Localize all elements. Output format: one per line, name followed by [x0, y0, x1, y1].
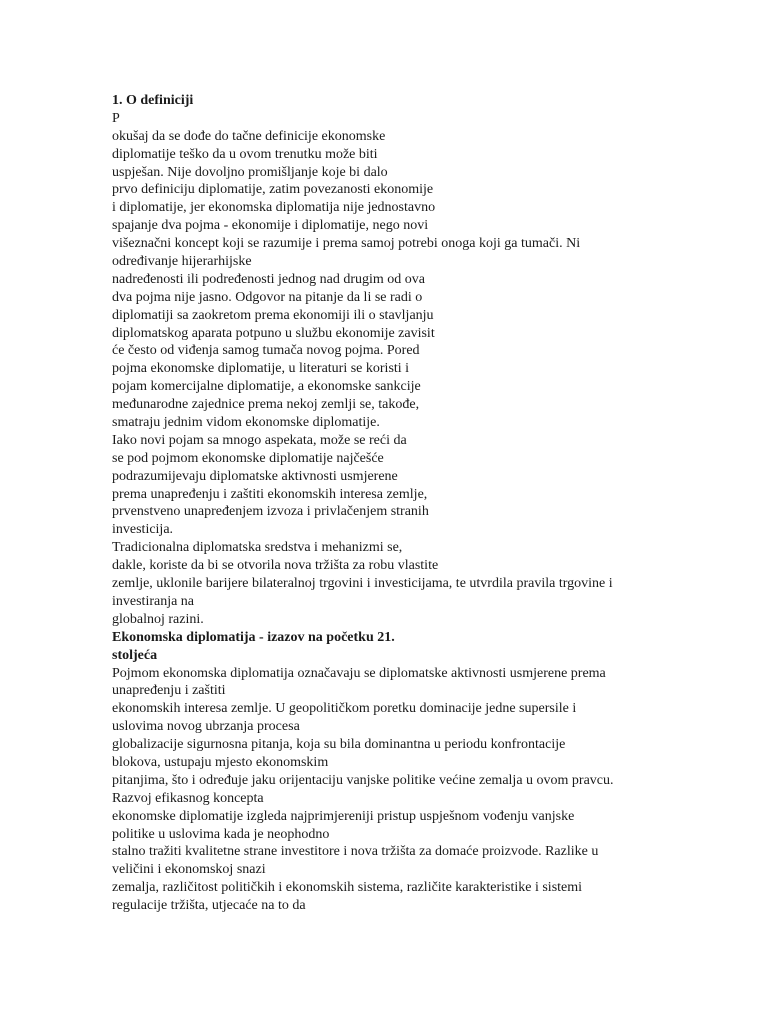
- document-body: [112, 92, 722, 915]
- text-line: uspješan. Nije dovoljno promišljanje koje bi dalo: [112, 164, 388, 180]
- text-line: zemlje, uklonile barijere bilateralnoj trgovini i investicijama, te utvrdila pravila trgovine i: [112, 576, 613, 592]
- section-heading-line: Ekonomska diplomatija - izazov na početku 21.: [112, 629, 395, 645]
- text-line: uslovima novog ubrzanja procesa: [112, 719, 300, 735]
- text-line: globalnoj razini.: [112, 611, 204, 627]
- text-line: investiranja na: [112, 593, 195, 609]
- text-line: Pojmom ekonomska diplomatija označavaju se diplomatske aktivnosti usmjerene prema: [112, 665, 606, 681]
- text-line: podrazumijevaju diplomatske aktivnosti usmjerene: [112, 468, 398, 484]
- text-line: politike u uslovima kada je neophodno: [112, 826, 330, 842]
- text-line: regulacije tržišta, utjecaće na to da: [112, 898, 306, 914]
- text-line: zemalja, različitost političkih i ekonomskih sistema, različite karakteristike i sistemi: [112, 880, 583, 896]
- text-line: ekonomskih interesa zemlje. U geopolitičkom poretku dominacije jedne supersile i: [112, 701, 577, 717]
- text-line: dva pojma nije jasno. Odgovor na pitanje da li se radi o: [112, 289, 423, 305]
- text-line: diplomatije teško da u ovom trenutku može biti: [112, 146, 378, 162]
- section-heading-line: 1. O definiciji: [112, 93, 194, 108]
- text-line: prvenstveno unapređenjem izvoza i privlačenjem stranih: [112, 504, 429, 520]
- text-line: globalizacije sigurnosna pitanja, koja su bila dominantna u periodu konfrontacije: [112, 737, 566, 753]
- text-line: smatraju jednim vidom ekonomske diplomatije.: [112, 415, 380, 431]
- text-line: diplomatiji sa zaokretom prema ekonomiji ili o stavljanju: [112, 307, 434, 323]
- text-line: prema unapređenju i zaštiti ekonomskih interesa zemlje,: [112, 486, 428, 502]
- text-line: nadređenosti ili podređenosti jednog nad drugim od ova: [112, 271, 425, 287]
- text-line: veličini i ekonomskoj snazi: [112, 862, 266, 878]
- text-line: će često od viđenja samog tumača novog pojma. Pored: [112, 343, 420, 359]
- text-line: višeznačni koncept koji se razumije i prema samoj potrebi onoga koji ga tumači. Ni: [112, 236, 581, 252]
- text-line: određivanje hijerarhijske: [112, 254, 252, 270]
- text-line: Tradicionalna diplomatska sredstva i mehanizmi se,: [112, 540, 403, 556]
- section-heading-line: stoljeća: [112, 647, 158, 663]
- text-line: i diplomatije, jer ekonomska diplomatija nije jednostavno: [112, 200, 436, 216]
- text-line: prvo definiciju diplomatije, zatim povezanosti ekonomije: [112, 182, 434, 198]
- text-line: blokova, ustupaju mjesto ekonomskim: [112, 754, 329, 770]
- text-line: pojma ekonomske diplomatije, u literaturi se koristi i: [112, 361, 410, 377]
- text-line: P: [112, 110, 120, 126]
- text-line: međunarodne zajednice prema nekoj zemlji se, takođe,: [112, 397, 420, 413]
- text-line: diplomatskog aparata potpuno u službu ekonomije zavisit: [112, 325, 435, 341]
- text-line: unapređenju i zaštiti: [112, 683, 226, 699]
- text-line: se pod pojmom ekonomske diplomatije najčešće: [112, 450, 384, 466]
- text-line: pitanjima, što i određuje jaku orijentaciju vanjske politike većine zemalja u ovom pravcu.: [112, 772, 614, 788]
- text-line: ekonomske diplomatije izgleda najprimjereniji pristup uspješnom vođenju vanjske: [112, 808, 575, 824]
- text-line: Razvoj efikasnog koncepta: [112, 790, 264, 806]
- text-line: spajanje dva pojma - ekonomije i diplomatije, nego novi: [112, 218, 429, 234]
- text-line: investicija.: [112, 522, 174, 538]
- text-line: stalno tražiti kvalitetne strane investitore i nova tržišta za domaće proizvode. Razlike u: [112, 844, 599, 860]
- text-line: pojam komercijalne diplomatije, a ekonomske sankcije: [112, 379, 421, 395]
- text-line: dakle, koriste da bi se otvorila nova tržišta za robu vlastite: [112, 558, 439, 574]
- text-line: Iako novi pojam sa mnogo aspekata, može se reći da: [112, 432, 407, 448]
- text-line: okušaj da se dođe do tačne definicije ekonomske: [112, 128, 386, 144]
